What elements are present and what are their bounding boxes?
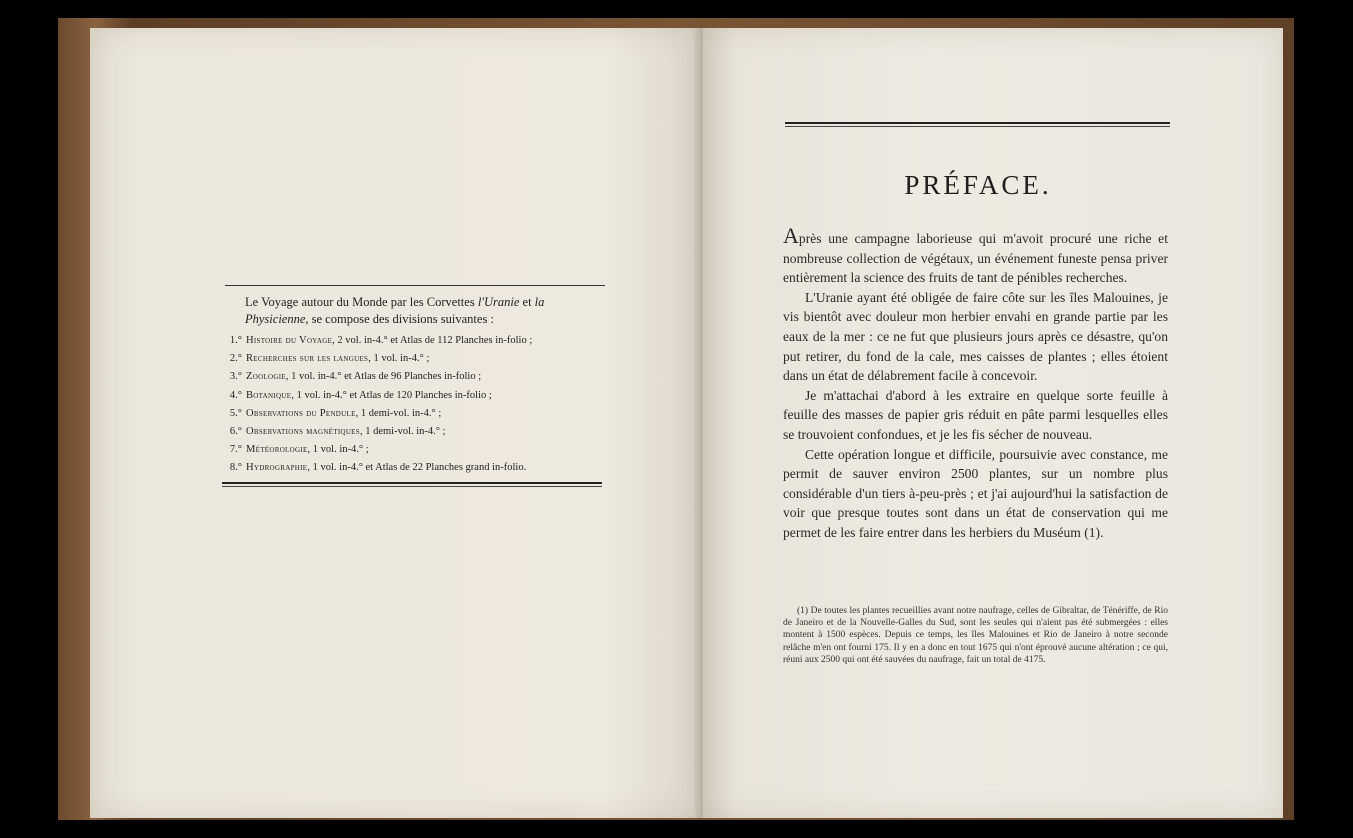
division-item: [222, 368, 622, 386]
division-item: [222, 459, 622, 477]
division-title: Météorologie: [246, 444, 308, 456]
division-title: Observations du Pendule: [246, 407, 356, 419]
division-number: 3.°: [229, 371, 242, 383]
division-number: 5.°: [229, 407, 242, 419]
division-intro: [235, 294, 610, 328]
division-detail: , 2 vol. in-4.° et Atlas de 112 Planches in-folio ;: [332, 335, 533, 346]
preface-footnote: (1) De toutes les plantes recueillies avant notre naufrage, celles de Gibraltar, de Ténériffe, de Rio de Janeiro et de la Nouvelle-Galles du Sud, sont les seules qui n'aient pas été submergées : elles montent à 1500 espèces. Depuis ce temps, les îles Malouines et Rio de Janeiro à notre seconde relâche m'en ont fourni 175. Il y en a donc en tout 1675 qui n'ont éprouvé aucune altération ; ce qui, réuni aux 2500 qui ont été sauvées du naufrage, fait un total de 4175.: [783, 606, 1168, 665]
ship-uranie: l'Uranie: [477, 295, 520, 309]
preface-paragraph-2: L'Uranie ayant été obligée de faire côte sur les îles Malouines, je vis bientôt avec douleur mon herbier envahi en grande partie par les eaux de la mer : ce ne fut que plusieurs jours après ce désastre, qu'on put retirer, du fond de la cale, mes caisses de plantes ; elles étoient dans un état de délabrement facile à concevoir.: [783, 289, 1168, 384]
division-item: [222, 405, 622, 423]
preface-title: PRÉFACE.: [904, 170, 1052, 200]
division-detail: , 1 demi-vol. in-4.° ;: [355, 407, 442, 419]
division-detail: , 1 vol. in-4.° et Atlas de 22 Planches grand in-folio.: [307, 462, 527, 474]
division-title: Histoire du Voyage: [246, 335, 333, 346]
division-item: [222, 441, 622, 459]
intro-line2: , se compose des divisions suivantes :: [305, 312, 494, 326]
division-number: 8.°: [229, 462, 242, 474]
division-title: Hydrographie: [246, 462, 308, 474]
division-title: Zoologie: [246, 371, 286, 383]
preface-body: [783, 223, 1168, 543]
division-title: Botanique: [246, 389, 292, 401]
division-number: 1.°: [229, 335, 242, 346]
division-detail: , 1 vol. in-4.° et Atlas de 96 Planches in-folio ;: [285, 371, 482, 383]
intro-prefix: Le Voyage autour du Monde par les Corvettes: [245, 295, 478, 309]
left-top-rule: [225, 285, 605, 286]
division-item: [222, 350, 622, 368]
preface-top-rule: [785, 122, 1170, 124]
division-detail: , 1 vol. in-4.° ;: [307, 444, 369, 456]
division-number: 2.°: [229, 353, 242, 365]
left-bottom-rule: [222, 482, 602, 484]
division-item: [222, 423, 622, 441]
preface-paragraph-1: Après une campagne laborieuse qui m'avoit procuré une riche et nombreuse collection de végétaux, un événement funeste pensa priver entièrement la science des fruits de tant de pénibles recherches.: [783, 223, 1168, 286]
division-detail: , 1 vol. in-4.° et Atlas de 120 Planches in-folio ;: [291, 389, 492, 401]
division-detail: , 1 demi-vol. in-4.° ;: [359, 426, 446, 438]
ship-physicienne: la Physicienne: [245, 295, 545, 326]
division-title: Recherches sur les langues: [246, 353, 369, 365]
division-item: [222, 332, 622, 350]
division-detail: , 1 vol. in-4.° ;: [368, 353, 430, 365]
division-number: 6.°: [229, 426, 242, 438]
division-item: [222, 387, 622, 405]
divisions-list: [222, 332, 622, 478]
intro-and: et: [519, 295, 535, 309]
division-title: Observations magnétiques: [246, 426, 360, 438]
preface-paragraph-4: Cette opération longue et difficile, poursuivie avec constance, me permit de sauver environ 2500 plantes, sur un nombre plus considérable d'un tiers à-peu-près ; et j'ai aujourd'hui la satisfaction de voir que presque toutes sont dans un état de conservation qui me permet de les faire entrer dans les herbiers du Muséum (1).: [783, 446, 1168, 540]
preface-paragraph-3: Je m'attachai d'abord à les extraire en quelque sorte feuille à feuille des masses de papier gris réduit en pâte parmi lesquelles elles se trouvoient confondues, et je les fis sécher de nouveau.: [783, 387, 1168, 442]
division-number: 7.°: [229, 444, 242, 456]
division-number: 4.°: [229, 389, 242, 401]
